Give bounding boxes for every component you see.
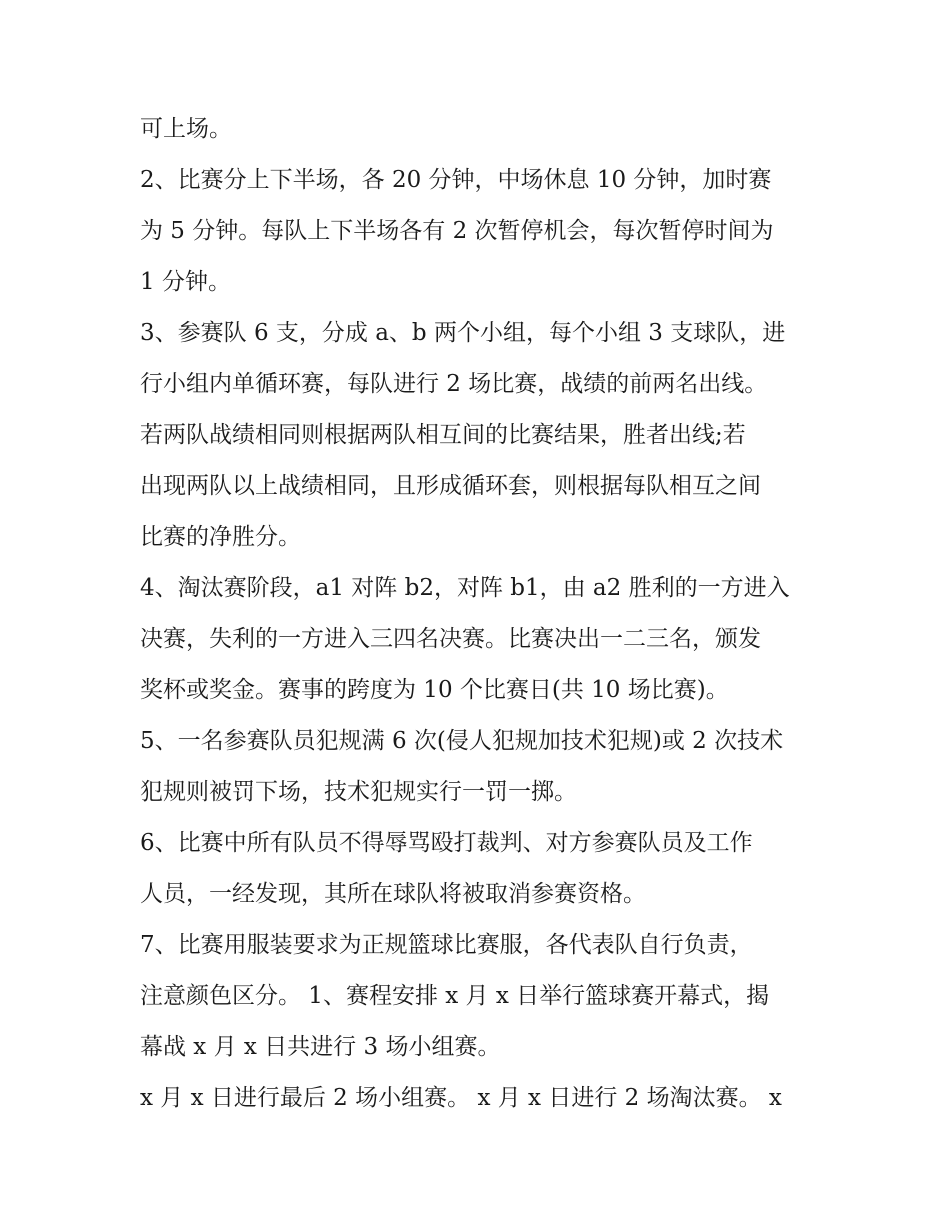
text-line: 7、比赛用服装要求为正规篮球比赛服，各代表队自行负责， [140, 932, 753, 958]
text-line: 6、比赛中所有队员不得辱骂殴打裁判、对方参赛队员及工作 [140, 830, 753, 856]
text-line: 犯规则被罚下场，技术犯规实行一罚一掷。 [140, 779, 577, 805]
text-line: 若两队战绩相同则根据两队相互间的比赛结果，胜者出线;若 [140, 422, 746, 448]
text-line: 可上场。 [140, 116, 232, 142]
text-line: 幕战 x 月 x 日共进行 3 场小组赛。 [140, 1034, 501, 1060]
text-line: 3、参赛队 6 支，分成 a、b 两个小组，每个小组 3 支球队，进 [140, 320, 786, 346]
text-line: 出现两队以上战绩相同，且形成循环套，则根据每队相互之间 [140, 473, 761, 499]
text-line: 行小组内单循环赛，每队进行 2 场比赛，战绩的前两名出线。 [140, 371, 768, 397]
text-line: 比赛的净胜分。 [140, 524, 301, 550]
text-line: 2、比赛分上下半场，各 20 分钟，中场休息 10 分钟，加时赛 [140, 167, 772, 193]
text-line: 5、一名参赛队员犯规满 6 次(侵人犯规加技术犯规)或 2 次技术 [140, 728, 784, 754]
text-line: 1 分钟。 [140, 269, 231, 295]
text-line: 决赛，失利的一方进入三四名决赛。比赛决出一二三名，颁发 [140, 626, 761, 652]
text-line: 人员，一经发现，其所在球队将被取消参赛资格。 [140, 881, 646, 907]
text-line: 注意颜色区分。 1、赛程安排 x 月 x 日举行篮球赛开幕式，揭 [140, 983, 770, 1009]
text-line: x 月 x 日进行最后 2 场小组赛。 x 月 x 日进行 2 场淘汰赛。 x [140, 1085, 782, 1111]
text-line: 4、淘汰赛阶段，a1 对阵 b2，对阵 b1，由 a2 胜利的一方进入 [140, 575, 790, 601]
text-line: 奖杯或奖金。赛事的跨度为 10 个比赛日(共 10 场比赛)。 [140, 677, 729, 703]
text-line: 为 5 分钟。每队上下半场各有 2 次暂停机会，每次暂停时间为 [140, 218, 774, 244]
document-body [140, 104, 830, 1124]
